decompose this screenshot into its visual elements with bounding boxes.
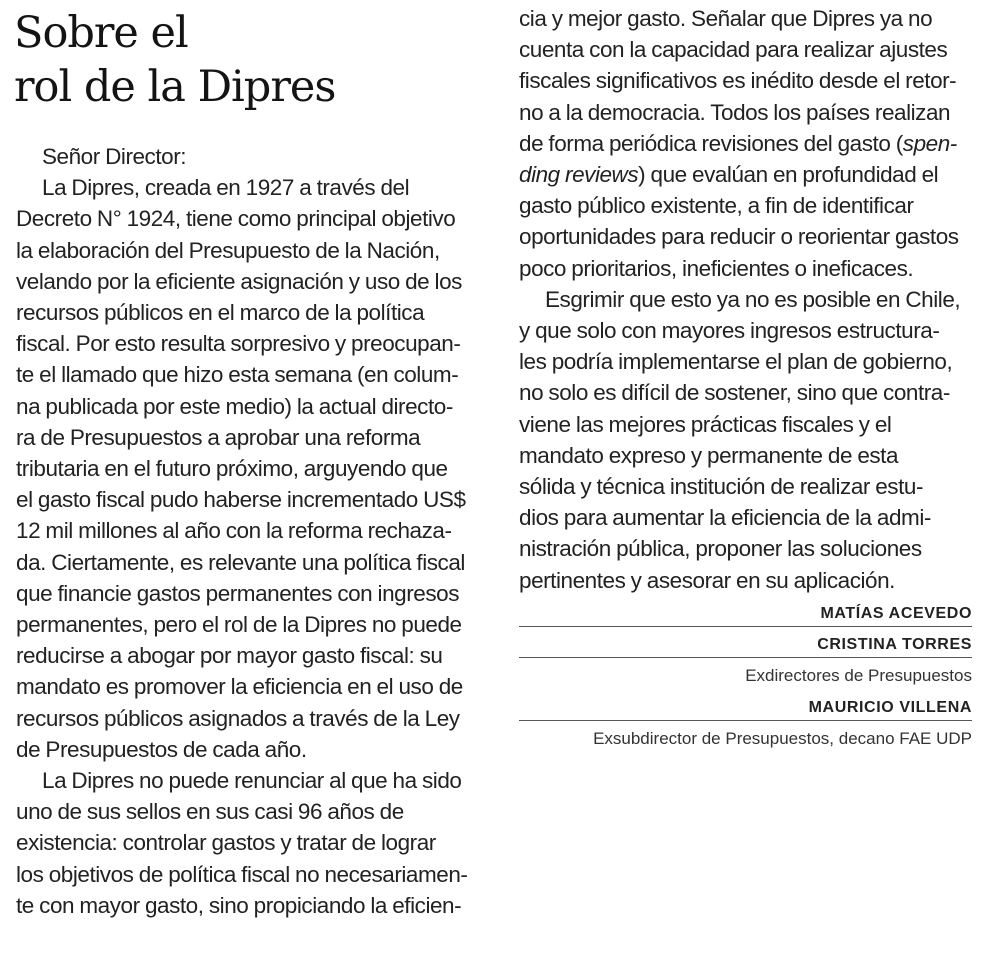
title-line-1: Sobre el bbox=[14, 8, 188, 58]
text-line: fiscal. Por esto resulta sorpresivo y preocupan- bbox=[16, 331, 461, 357]
text-line: Esgrimir que esto ya no es posible en Chile, bbox=[545, 286, 961, 312]
text-line: ra de Presupuestos a aprobar una reforma bbox=[16, 424, 421, 450]
signatory-name-2: CRISTINA TORRES bbox=[519, 633, 972, 658]
text-line: velando por la eficiente asignación y uso de los bbox=[16, 268, 462, 294]
text-line: existencia: controlar gastos y tratar de lograr bbox=[16, 830, 436, 856]
text-line: poco prioritarios, ineficientes o ineficaces. bbox=[519, 255, 914, 281]
text-line: no a la democracia. Todos los países realizan bbox=[519, 99, 951, 125]
signatory-role-1: Exdirectores de Presupuestos bbox=[745, 666, 972, 685]
left-column bbox=[16, 141, 486, 921]
text-line: sólida y técnica institución de realizar estu- bbox=[519, 474, 924, 500]
text-line: mandato es promover la eficiencia en el uso de bbox=[16, 674, 463, 700]
title-line-2: rol de la Dipres bbox=[14, 62, 336, 112]
text-line: les podría implementarse el plan de gobierno, bbox=[519, 349, 953, 375]
text-line: oportunidades para reducir o reorientar gastos bbox=[519, 224, 959, 250]
article-title bbox=[14, 6, 335, 114]
signatory-role-2: Exsubdirector de Presupuestos, decano FAE UDP bbox=[593, 729, 972, 748]
text-line: gasto público existente, a fin de identificar bbox=[519, 193, 914, 219]
text-line: mandato expreso y permanente de esta bbox=[519, 442, 899, 468]
text-line: recursos públicos en el marco de la política bbox=[16, 300, 425, 326]
text-line: na publicada por este medio) la actual directo- bbox=[16, 393, 453, 419]
italic-term: spen- bbox=[902, 130, 957, 156]
text-line bbox=[519, 159, 979, 190]
text-line: tributaria en el futuro próximo, arguyendo que bbox=[16, 456, 448, 482]
text-line: permanentes, pero el rol de la Dipres no puede bbox=[16, 612, 462, 638]
text-line: dios para aumentar la eficiencia de la admi- bbox=[519, 505, 931, 531]
text-line: Decreto N° 1924, tiene como principal objetivo bbox=[16, 206, 456, 232]
text-line bbox=[519, 128, 979, 159]
text-line: La Dipres no puede renunciar al que ha sido bbox=[42, 768, 462, 794]
text-line: cia y mejor gasto. Señalar que Dipres ya no bbox=[519, 6, 933, 31]
signatory-name-1: MATÍAS ACEVEDO bbox=[519, 602, 972, 627]
text-line: no solo es difícil de sostener, sino que contra- bbox=[519, 380, 950, 406]
text-line: recursos públicos asignados a través de la Ley bbox=[16, 705, 460, 731]
salutation: Señor Director: bbox=[42, 144, 187, 169]
text-line: la elaboración del Presupuesto de la Nación, bbox=[16, 237, 440, 263]
text-line: que financie gastos permanentes con ingresos bbox=[16, 580, 459, 606]
text-line: viene las mejores prácticas fiscales y el bbox=[519, 411, 892, 437]
right-column bbox=[519, 3, 979, 596]
text-line: uno de sus sellos en sus casi 96 años de bbox=[16, 799, 404, 825]
text-line: fiscales significativos es inédito desde el retor- bbox=[519, 68, 957, 94]
text-line: los objetivos de política fiscal no necesariamen- bbox=[16, 861, 468, 887]
text-fragment: de forma periódica revisiones del gasto ( bbox=[519, 130, 903, 156]
text-line: 12 mil millones al año con la reforma rechaza- bbox=[16, 518, 452, 544]
text-line: te el llamado que hizo esta semana (en colum- bbox=[16, 362, 459, 388]
text-line: y que solo con mayores ingresos estructura- bbox=[519, 318, 940, 344]
text-line: da. Ciertamente, es relevante una política fiscal bbox=[16, 549, 465, 575]
signature-block bbox=[519, 602, 972, 759]
text-line: La Dipres, creada en 1927 a través del bbox=[42, 175, 410, 201]
text-fragment: ) que evalúan en profundidad el bbox=[638, 162, 939, 188]
italic-term: ding reviews bbox=[519, 162, 639, 188]
text-line: el gasto fiscal pudo haberse incrementado US$ bbox=[16, 487, 466, 513]
text-line: pertinentes y asesorar en su aplicación. bbox=[519, 567, 895, 593]
signatory-name-3: MAURICIO VILLENA bbox=[519, 696, 972, 721]
text-line: te con mayor gasto, sino propiciando la eficien- bbox=[16, 892, 462, 918]
text-line: nistración pública, proponer las soluciones bbox=[519, 536, 922, 562]
text-line: de Presupuestos de cada año. bbox=[16, 736, 307, 762]
text-line: cuenta con la capacidad para realizar ajustes bbox=[519, 37, 948, 63]
text-line: reducirse a abogar por mayor gasto fiscal: su bbox=[16, 643, 443, 669]
